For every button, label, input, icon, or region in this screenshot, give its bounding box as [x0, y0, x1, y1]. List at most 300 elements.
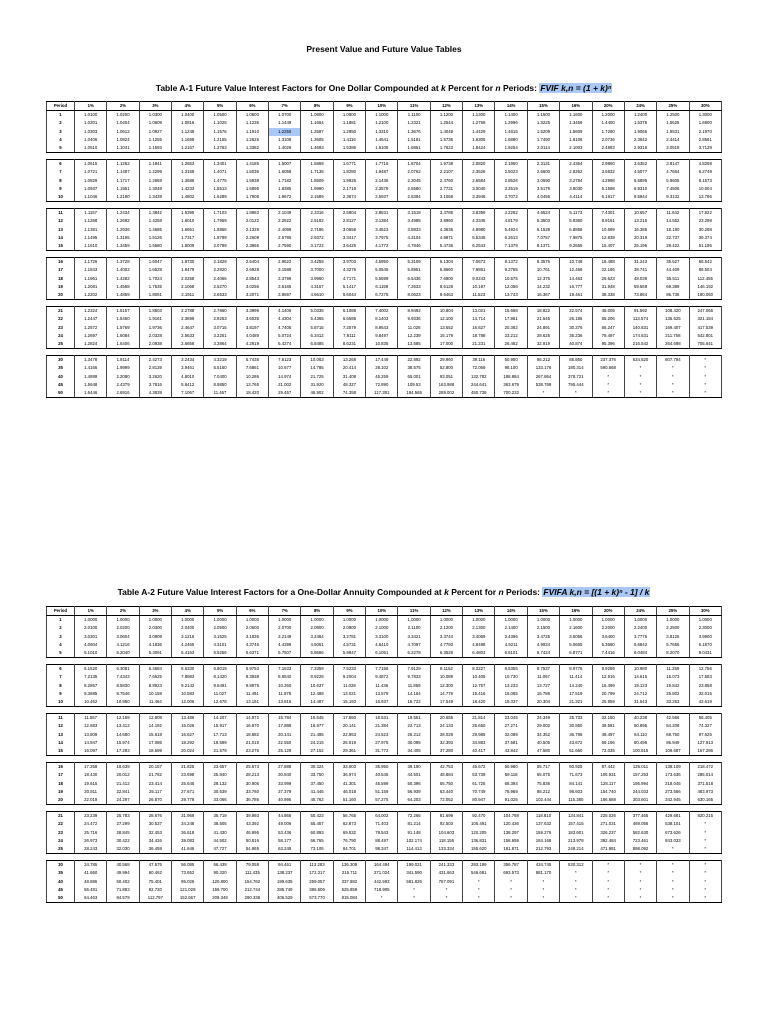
factor-cell: 4.7171 [333, 275, 365, 283]
factor-cell: 6.9753 [236, 665, 268, 674]
factor-cell: 13.743 [495, 291, 527, 300]
factor-cell: 538.101 [657, 820, 689, 828]
table-row [47, 128, 722, 136]
factor-cell: 115.380 [560, 796, 592, 805]
factor-cell: 22.019 [75, 796, 107, 805]
factor-cell: 6.7424 [527, 649, 559, 658]
group-spacer [47, 854, 722, 861]
factor-cell: 5.9360 [560, 217, 592, 225]
factor-cell: 13.181 [236, 698, 268, 707]
factor-cell: 2.0938 [139, 340, 171, 349]
factor-cell: 22.892 [398, 356, 430, 365]
table-row [47, 177, 722, 185]
factor-cell: 4.7405 [269, 324, 301, 332]
factor-cell: 73.652 [172, 869, 204, 877]
factor-cell: 1.5386 [333, 144, 365, 153]
factor-cell: 159.700 [204, 886, 236, 894]
factor-cell: 1.5513 [204, 185, 236, 193]
table-a2-header-row [47, 607, 722, 616]
factor-cell: 7.4506 [657, 185, 689, 193]
factor-cell: 2.1970 [689, 128, 721, 136]
factor-cell: 1.0612 [107, 128, 139, 136]
factor-cell: 2.2920 [204, 266, 236, 274]
factor-cell: 2.4414 [657, 136, 689, 144]
factor-cell: 66.439 [204, 861, 236, 870]
factor-cell: 2.7731 [430, 185, 462, 193]
factor-cell: 154.740 [592, 788, 624, 796]
factor-cell: 700.233 [495, 389, 527, 398]
factor-cell: 23.239 [75, 812, 107, 821]
factor-cell: 44.502 [204, 837, 236, 845]
factor-cell: 14.164 [398, 690, 430, 698]
factor-cell: 19.123 [624, 682, 656, 690]
factor-cell: 39.374 [689, 234, 721, 242]
factor-cell: 1.9926 [333, 177, 365, 185]
factor-cell: 14.487 [301, 698, 333, 707]
factor-cell: 3.9461 [172, 364, 204, 372]
factor-cell: 164.494 [366, 861, 398, 870]
rate-header: 12% [430, 607, 462, 616]
factor-cell: 1.0000 [430, 616, 462, 625]
factor-cell: 39.581 [592, 722, 624, 730]
factor-cell: 16.786 [527, 690, 559, 698]
factor-cell: 1.8106 [560, 136, 592, 144]
factor-cell: * [398, 894, 430, 903]
period-header: Period [47, 102, 75, 111]
factor-cell: 1.4258 [139, 217, 171, 225]
factor-cell: 11.026 [398, 324, 430, 332]
factor-cell: 18.420 [236, 389, 268, 398]
factor-cell: 843.033 [657, 837, 689, 845]
factor-cell: 7.9875 [560, 234, 592, 242]
factor-cell: 14.240 [560, 682, 592, 690]
factor-cell: 2.8543 [236, 275, 268, 283]
factor-cell: 2.6928 [236, 266, 268, 274]
factor-cell: 1.9531 [657, 128, 689, 136]
factor-cell: 1.5580 [139, 242, 171, 251]
factor-cell: 1.0000 [333, 616, 365, 625]
factor-cell: 80.947 [463, 796, 495, 805]
factor-cell: 1.2190 [107, 193, 139, 202]
factor-cell: 40.568 [107, 861, 139, 870]
factor-cell: 1.4400 [592, 119, 624, 127]
factor-cell: 1.3108 [269, 136, 301, 144]
factor-cell: 19.615 [75, 780, 107, 788]
factor-cell: 530.312 [560, 861, 592, 870]
table-row [47, 690, 722, 698]
factor-cell: 44.409 [657, 266, 689, 274]
factor-cell: 6.8858 [560, 226, 592, 234]
factor-cell: 11.859 [398, 682, 430, 690]
factor-cell: 66.542 [689, 258, 721, 267]
factor-cell: 29.457 [269, 389, 301, 398]
factor-cell: 630.165 [689, 796, 721, 805]
factor-cell: 11.491 [236, 690, 268, 698]
factor-cell: 9.7546 [107, 690, 139, 698]
factor-cell: 2.2400 [624, 624, 656, 632]
factor-cell: 1.0615 [75, 160, 107, 169]
factor-cell: 64.203 [398, 796, 430, 805]
factor-cell: 6.2278 [398, 649, 430, 658]
factor-cell: 7.6625 [139, 673, 171, 681]
table-row [47, 364, 722, 372]
factor-cell: 46.672 [463, 763, 495, 772]
factor-cell: 64.110 [624, 731, 656, 739]
factor-cell: 38.505 [204, 820, 236, 828]
factor-cell: 1.9672 [269, 193, 301, 202]
factor-cell: 8.9492 [398, 307, 430, 316]
factor-cell: 111.435 [236, 869, 268, 877]
factor-cell: 31.643 [624, 698, 656, 707]
factor-cell: * [624, 894, 656, 903]
factor-cell: 1.4641 [366, 136, 398, 144]
factor-cell: 5.4365 [301, 315, 333, 323]
table-a1 [46, 101, 722, 398]
rate-header: 5% [204, 102, 236, 111]
factor-cell: 1.2434 [107, 209, 139, 218]
factor-cell: 190.050 [689, 291, 721, 300]
factor-cell: 25.802 [657, 690, 689, 698]
factor-cell: 169.407 [657, 324, 689, 332]
factor-cell: 795.444 [560, 381, 592, 389]
table-row [47, 731, 722, 739]
factor-cell: 4.5077 [624, 168, 656, 176]
factor-cell: 7.7156 [366, 665, 398, 674]
factor-cell: 450.736 [463, 389, 495, 398]
factor-cell: 30.539 [204, 788, 236, 796]
factor-cell: 1.7959 [204, 217, 236, 225]
factor-cell: 118.810 [527, 812, 559, 821]
factor-cell: 20.655 [430, 714, 462, 723]
factor-cell: 1.8856 [204, 226, 236, 234]
factor-cell: 4.2919 [236, 340, 268, 349]
factor-cell: 3.8697 [269, 291, 301, 300]
factor-cell: 1.0937 [75, 185, 107, 193]
factor-cell: 3.2464 [301, 633, 333, 641]
factor-cell: 6.9310 [624, 185, 656, 193]
factor-cell: 1.2544 [430, 119, 462, 127]
factor-cell: 4.4114 [560, 193, 592, 202]
period-cell: 14 [47, 234, 75, 242]
factor-cell: 1.9254 [495, 144, 527, 153]
factor-cell: 303.601 [624, 796, 656, 805]
factor-cell: 5.5895 [624, 177, 656, 185]
factor-cell: 11.436 [366, 682, 398, 690]
table-row [47, 722, 722, 730]
factor-cell: 14.615 [624, 673, 656, 681]
factor-cell: 5.3503 [527, 217, 559, 225]
factor-cell: 15.618 [139, 731, 171, 739]
factor-cell: 3.0301 [75, 633, 107, 641]
factor-cell: 13.268 [333, 356, 365, 365]
factor-cell: 10.604 [689, 185, 721, 193]
factor-cell: 44.501 [398, 771, 430, 779]
factor-cell: 4.3635 [430, 226, 462, 234]
factor-cell: 1.6651 [172, 226, 204, 234]
factor-cell: 27.299 [107, 820, 139, 828]
factor-cell: 1.7024 [139, 275, 171, 283]
factor-cell: 91.148 [398, 829, 430, 837]
factor-cell: 1.1041 [107, 144, 139, 153]
factor-cell: 14.192 [139, 722, 171, 730]
factor-cell: 1.0406 [75, 136, 107, 144]
factor-cell: 27.888 [269, 763, 301, 772]
table-a2-title-n: n [498, 587, 504, 597]
factor-cell: 8.9228 [301, 673, 333, 681]
rate-header: 7% [269, 102, 301, 111]
factor-cell: 4.8980 [463, 226, 495, 234]
factor-cell: 46.902 [301, 389, 333, 398]
factor-cell: 3.5832 [592, 168, 624, 176]
factor-cell: 173.636 [657, 771, 689, 779]
factor-cell: 36.786 [236, 796, 268, 805]
factor-cell: 12.006 [172, 698, 204, 707]
factor-cell: * [592, 894, 624, 903]
factor-cell: 14.463 [560, 275, 592, 283]
table-a2-wrapper [46, 606, 722, 903]
factor-cell: 7.1379 [495, 242, 527, 251]
factor-cell: 17.258 [75, 763, 107, 772]
factor-cell: 9.5491 [204, 682, 236, 690]
factor-cell: 285.749 [269, 886, 301, 894]
factor-cell: 15.784 [269, 714, 301, 723]
factor-cell: 241.333 [430, 861, 462, 870]
factor-cell: 33.066 [204, 796, 236, 805]
factor-cell: 1.0000 [301, 616, 333, 625]
period-header: Period [47, 607, 75, 616]
factor-cell: 134.841 [560, 812, 592, 821]
factor-cell: 174.631 [624, 332, 656, 340]
factor-cell: 56.405 [689, 714, 721, 723]
factor-cell: 1.1236 [236, 119, 268, 127]
factor-cell: 573.770 [301, 894, 333, 903]
table-row [47, 780, 722, 788]
period-cell: 1 [47, 616, 75, 625]
period-cell: 15 [47, 242, 75, 251]
factor-cell: 4.7793 [430, 641, 462, 649]
factor-cell: 216.542 [624, 340, 656, 349]
factor-cell: 15.937 [366, 698, 398, 707]
factor-cell: 1.2202 [75, 291, 107, 300]
factor-cell: 3.3100 [366, 633, 398, 641]
factor-cell: 25.716 [75, 829, 107, 837]
factor-cell: 4.3101 [204, 641, 236, 649]
factor-cell: 184.168 [527, 837, 559, 845]
factor-cell: 84.579 [107, 894, 139, 903]
factor-cell: * [689, 878, 721, 886]
factor-cell: 63.249 [269, 845, 301, 854]
factor-cell: 30.850 [560, 722, 592, 730]
factor-cell: 118.155 [430, 837, 462, 845]
factor-cell: 18.420 [463, 698, 495, 707]
rate-header: 8% [301, 607, 333, 616]
factor-cell: 1.0000 [463, 616, 495, 625]
factor-cell: 1.0000 [527, 616, 559, 625]
factor-cell: 50.895 [624, 722, 656, 730]
factor-cell: 17.713 [204, 731, 236, 739]
factor-cell: 79.543 [366, 829, 398, 837]
factor-cell: 1.7103 [204, 209, 236, 218]
factor-cell: * [624, 364, 656, 372]
factor-cell: 48.884 [430, 771, 462, 779]
factor-cell: 1.3159 [172, 168, 204, 176]
factor-cell: 8.9161 [592, 217, 624, 225]
factor-cell: 3.2519 [495, 185, 527, 193]
factor-cell: 271.024 [366, 869, 398, 877]
factor-cell: 5.7656 [657, 641, 689, 649]
factor-cell: 19.561 [398, 714, 430, 723]
factor-cell: 6.1088 [333, 307, 365, 316]
factor-cell: 2.0736 [592, 136, 624, 144]
factor-cell: 5.0665 [560, 641, 592, 649]
factor-cell: 1.3310 [366, 128, 398, 136]
factor-cell: 215.711 [333, 869, 365, 877]
factor-cell: 2.3642 [624, 136, 656, 144]
factor-cell: 25.959 [592, 698, 624, 707]
factor-cell: 53.436 [269, 829, 301, 837]
factor-cell: 1.4802 [172, 193, 204, 202]
factor-cell: 1.2081 [75, 283, 107, 291]
period-cell: 23 [47, 324, 75, 332]
factor-cell: 112.455 [689, 275, 721, 283]
factor-cell: 7.4002 [366, 307, 398, 316]
factor-cell: 3.0256 [236, 283, 268, 291]
factor-cell: 4.9211 [495, 641, 527, 649]
table-a1-title-k: k [441, 83, 446, 93]
spacer-cell [47, 658, 722, 665]
table-row [47, 820, 722, 828]
rate-header: 9% [333, 607, 365, 616]
factor-cell: 26.623 [592, 275, 624, 283]
factor-cell: 18.599 [139, 747, 171, 756]
factor-cell: 7.2579 [333, 324, 365, 332]
factor-cell: 1.1400 [495, 111, 527, 120]
factor-cell: 2.9522 [269, 258, 301, 267]
factor-cell: 8.6128 [430, 283, 462, 291]
factor-cell: 3.3421 [398, 633, 430, 641]
factor-cell: 2.6533 [204, 291, 236, 300]
table-a1-title-n: n [495, 83, 501, 93]
factor-cell: 1.0000 [107, 616, 139, 625]
factor-cell: 429.681 [657, 812, 689, 821]
factor-cell: 29.778 [172, 796, 204, 805]
factor-cell: 5.4924 [495, 226, 527, 234]
spacer-cell [47, 349, 722, 356]
factor-cell: 4.1772 [366, 242, 398, 251]
factor-cell: 20.319 [624, 234, 656, 242]
factor-cell: 28.625 [527, 332, 559, 340]
period-cell: 22 [47, 315, 75, 323]
factor-cell: 1.1000 [366, 111, 398, 120]
factor-cell: 8.3938 [236, 673, 268, 681]
factor-cell: 39.083 [172, 837, 204, 845]
factor-cell: 26.973 [75, 837, 107, 845]
factor-cell: 30.376 [560, 324, 592, 332]
period-cell: 2 [47, 119, 75, 127]
factor-cell: 5.3109 [398, 258, 430, 267]
factor-cell: 1.1268 [75, 217, 107, 225]
factor-cell: * [689, 829, 721, 837]
factor-cell: 93.051 [430, 373, 462, 381]
factor-cell: 3.2149 [269, 633, 301, 641]
factor-cell: 386.506 [301, 886, 333, 894]
factor-cell: 1.0900 [333, 111, 365, 120]
period-cell: 7 [47, 168, 75, 176]
factor-cell: 542.801 [689, 332, 721, 340]
factor-cell: 3.4259 [301, 258, 333, 267]
factor-cell: 48.886 [75, 878, 107, 886]
factor-cell: 49.006 [269, 820, 301, 828]
factor-cell: 1.0000 [398, 616, 430, 625]
factor-cell: 68.394 [495, 780, 527, 788]
factor-cell: * [657, 845, 689, 854]
factor-cell: 1.3478 [75, 356, 107, 365]
factor-cell: * [592, 886, 624, 894]
factor-cell: 4.5950 [366, 258, 398, 267]
factor-cell: 36.618 [172, 829, 204, 837]
factor-cell: 183.601 [560, 829, 592, 837]
factor-cell: * [592, 389, 624, 398]
factor-cell: 65.075 [527, 771, 559, 779]
table-row [47, 381, 722, 389]
factor-cell: * [657, 389, 689, 398]
factor-cell: 24.133 [430, 722, 462, 730]
factor-cell: 157.253 [624, 771, 656, 779]
factor-cell: 28.029 [430, 731, 462, 739]
factor-cell: 81.699 [430, 812, 462, 821]
factor-cell: 2.4379 [107, 381, 139, 389]
factor-cell: 88.497 [366, 837, 398, 845]
factor-cell: 48.497 [592, 731, 624, 739]
factor-cell: * [495, 886, 527, 894]
factor-cell: 1.5157 [107, 307, 139, 316]
factor-cell: 4.9934 [527, 641, 559, 649]
table-row [47, 624, 722, 632]
factor-cell: 2.3045 [398, 177, 430, 185]
factor-cell: 4.7846 [398, 242, 430, 251]
factor-cell: 1.3401 [204, 160, 236, 169]
factor-cell: 19.842 [657, 682, 689, 690]
factor-cell: 54.208 [657, 722, 689, 730]
factor-cell: 7.9111 [333, 332, 365, 340]
table-row [47, 886, 722, 894]
rate-header: 30% [689, 102, 721, 111]
factor-cell: 36.974 [333, 771, 365, 779]
factor-cell: 128.117 [592, 780, 624, 788]
factor-cell: 18.190 [657, 226, 689, 234]
table-row [47, 714, 722, 723]
factor-cell: 10.699 [592, 226, 624, 234]
factor-cell: 40.874 [560, 340, 592, 349]
factor-cell: 3.6352 [624, 160, 656, 169]
factor-cell: 2.1950 [495, 160, 527, 169]
factor-cell: 28.243 [75, 845, 107, 854]
period-cell: 7 [47, 673, 75, 681]
factor-cell: 13.233 [495, 682, 527, 690]
factor-cell: 2.7590 [269, 242, 301, 251]
period-cell: 50 [47, 894, 75, 903]
factor-cell: 12.839 [592, 234, 624, 242]
factor-cell: 22.737 [657, 234, 689, 242]
period-cell: 8 [47, 177, 75, 185]
factor-cell: 1.5007 [269, 160, 301, 169]
factor-cell: 46.005 [592, 307, 624, 316]
factor-cell: 28.845 [107, 829, 139, 837]
factor-cell: 1.6851 [398, 144, 430, 153]
factor-cell: 188.884 [495, 373, 527, 381]
factor-cell: 3.4396 [495, 633, 527, 641]
period-cell: 8 [47, 682, 75, 690]
